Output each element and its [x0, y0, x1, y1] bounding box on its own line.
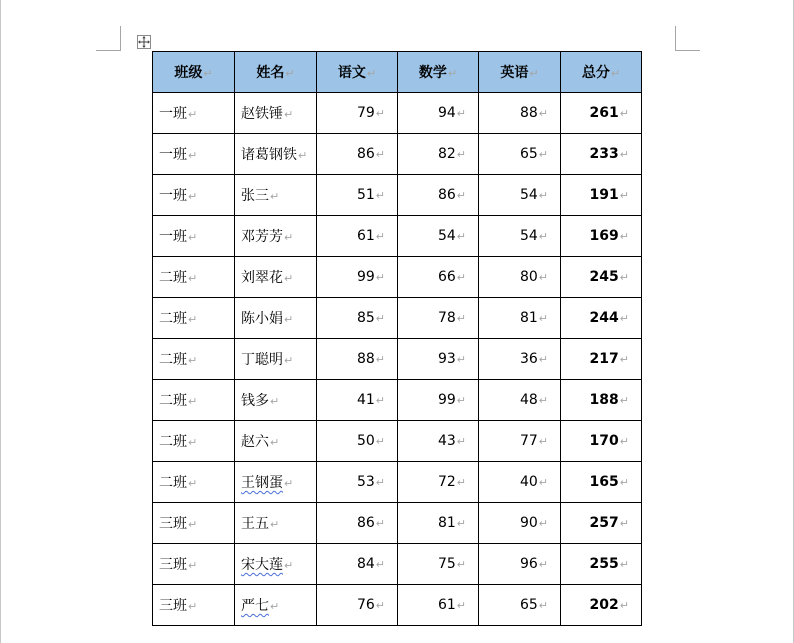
cell-chinese-text: 76	[356, 597, 375, 613]
header-total[interactable]: 总分↵	[561, 52, 642, 93]
cell-english-text: 65	[519, 146, 538, 162]
paragraph-mark: ↵	[285, 67, 295, 80]
cell-chinese[interactable]	[317, 298, 398, 339]
paragraph-mark: ↵	[284, 559, 294, 572]
cell-class[interactable]	[153, 421, 235, 462]
cell-total[interactable]	[561, 503, 642, 544]
cell-class-text: 三班	[159, 598, 187, 614]
cell-english-text: 88	[519, 105, 538, 121]
cell-class[interactable]	[153, 544, 235, 585]
cell-total-text: 188	[589, 392, 619, 408]
paragraph-mark: ↵	[456, 435, 466, 448]
paragraph-mark: ↵	[456, 353, 466, 366]
paragraph-mark: ↵	[375, 476, 385, 489]
cell-english-text: 48	[519, 392, 538, 408]
cell-name-text: 丁聪明	[241, 352, 283, 368]
cell-class[interactable]	[153, 380, 235, 421]
paragraph-mark: ↵	[619, 230, 629, 243]
cell-name-text: 陈小娟	[241, 311, 283, 327]
paragraph-mark: ↵	[619, 271, 629, 284]
table-row	[153, 216, 642, 257]
paragraph-mark: ↵	[456, 312, 466, 325]
table-row	[153, 339, 642, 380]
paragraph-mark: ↵	[375, 271, 385, 284]
cell-english[interactable]	[479, 175, 561, 216]
paragraph-mark: ↵	[619, 435, 629, 448]
cell-name[interactable]	[235, 134, 317, 175]
cell-total-text: 244	[589, 310, 619, 326]
cell-chinese-text: 99	[356, 269, 375, 285]
paragraph-mark: ↵	[188, 190, 198, 203]
cell-math[interactable]	[398, 257, 479, 298]
cell-total[interactable]	[561, 380, 642, 421]
cell-total-text: 169	[589, 228, 619, 244]
cell-total-text: 170	[589, 433, 619, 449]
paragraph-mark: ↵	[538, 558, 548, 571]
paragraph-mark: ↵	[188, 477, 198, 490]
cell-english[interactable]	[479, 462, 561, 503]
cell-name-text: 赵六	[241, 434, 269, 450]
cell-total[interactable]	[561, 175, 642, 216]
cell-total[interactable]	[561, 298, 642, 339]
paragraph-mark: ↵	[619, 189, 629, 202]
paragraph-mark: ↵	[188, 436, 198, 449]
cell-class[interactable]	[153, 585, 235, 626]
paragraph-mark: ↵	[619, 517, 629, 530]
paragraph-mark: ↵	[538, 435, 548, 448]
cell-english[interactable]	[479, 93, 561, 134]
cell-name[interactable]	[235, 298, 317, 339]
header-name[interactable]: 姓名↵	[235, 52, 317, 93]
cell-english-text: 40	[519, 474, 538, 490]
cell-math-text: 61	[437, 597, 456, 613]
paragraph-mark: ↵	[538, 599, 548, 612]
table-row	[153, 93, 642, 134]
cell-class[interactable]	[153, 134, 235, 175]
cell-total[interactable]	[561, 216, 642, 257]
cell-english-text: 81	[519, 310, 538, 326]
paragraph-mark: ↵	[619, 353, 629, 366]
cell-english[interactable]	[479, 380, 561, 421]
cell-english[interactable]	[479, 134, 561, 175]
paragraph-mark: ↵	[538, 394, 548, 407]
cell-chinese-text: 85	[356, 310, 375, 326]
cell-english[interactable]	[479, 585, 561, 626]
paragraph-mark: ↵	[284, 272, 294, 285]
table-row	[153, 462, 642, 503]
cell-english-text: 77	[519, 433, 538, 449]
cell-math-text: 75	[437, 556, 456, 572]
paragraph-mark: ↵	[538, 189, 548, 202]
paragraph-mark: ↵	[375, 517, 385, 530]
cell-math-text: 82	[437, 146, 456, 162]
paragraph-mark: ↵	[456, 148, 466, 161]
cell-name[interactable]	[235, 257, 317, 298]
cell-total-text: 255	[589, 556, 619, 572]
paragraph-mark: ↵	[538, 148, 548, 161]
paragraph-mark: ↵	[188, 354, 198, 367]
cell-chinese[interactable]	[317, 585, 398, 626]
paragraph-mark: ↵	[619, 148, 629, 161]
cell-english[interactable]	[479, 421, 561, 462]
cell-name-text: 王钢蛋	[241, 475, 283, 491]
cell-name-text: 宋大莲	[241, 557, 283, 573]
cell-math[interactable]	[398, 380, 479, 421]
paragraph-mark: ↵	[375, 189, 385, 202]
cell-class-text: 二班	[159, 434, 187, 450]
paragraph-mark: ↵	[456, 189, 466, 202]
cell-english[interactable]	[479, 503, 561, 544]
paragraph-mark: ↵	[270, 436, 280, 449]
cell-english[interactable]	[479, 544, 561, 585]
paragraph-mark: ↵	[619, 558, 629, 571]
paragraph-mark: ↵	[538, 230, 548, 243]
cell-name[interactable]	[235, 380, 317, 421]
paragraph-mark: ↵	[538, 353, 548, 366]
cell-total[interactable]	[561, 585, 642, 626]
cell-name[interactable]	[235, 339, 317, 380]
paragraph-mark: ↵	[538, 312, 548, 325]
cell-class-text: 一班	[159, 188, 187, 204]
cell-class-text: 一班	[159, 106, 187, 122]
paragraph-mark: ↵	[188, 231, 198, 244]
paragraph-mark: ↵	[619, 476, 629, 489]
cell-chinese[interactable]	[317, 216, 398, 257]
cell-math[interactable]	[398, 298, 479, 339]
cell-name-text: 钱多	[241, 393, 269, 409]
cell-english-text: 90	[519, 515, 538, 531]
cell-math[interactable]	[398, 134, 479, 175]
paragraph-mark: ↵	[538, 271, 548, 284]
cell-chinese[interactable]	[317, 544, 398, 585]
paragraph-mark: ↵	[619, 599, 629, 612]
cell-total[interactable]	[561, 462, 642, 503]
cell-chinese-text: 86	[356, 515, 375, 531]
cell-math[interactable]	[398, 175, 479, 216]
cell-math-text: 66	[437, 269, 456, 285]
paragraph-mark: ↵	[188, 272, 198, 285]
cell-chinese-text: 86	[356, 146, 375, 162]
cell-class[interactable]	[153, 257, 235, 298]
cell-class-text: 一班	[159, 147, 187, 163]
cell-total-text: 191	[589, 187, 619, 203]
paragraph-mark: ↵	[456, 107, 466, 120]
cell-math-text: 78	[437, 310, 456, 326]
cell-class[interactable]	[153, 339, 235, 380]
header-english[interactable]: 英语↵	[479, 52, 561, 93]
cell-name[interactable]	[235, 421, 317, 462]
cell-english-text: 36	[519, 351, 538, 367]
cell-math-text: 94	[437, 105, 456, 121]
paragraph-mark: ↵	[619, 107, 629, 120]
paragraph-mark: ↵	[610, 67, 621, 80]
cell-class-text: 二班	[159, 393, 187, 409]
table-row	[153, 298, 642, 339]
cell-english-text: 80	[519, 269, 538, 285]
cell-math[interactable]	[398, 585, 479, 626]
cell-english[interactable]	[479, 216, 561, 257]
cell-chinese-text: 51	[356, 187, 375, 203]
cell-name[interactable]	[235, 544, 317, 585]
cell-total-text: 261	[589, 105, 619, 121]
paragraph-mark: ↵	[375, 353, 385, 366]
cell-chinese-text: 50	[356, 433, 375, 449]
paragraph-mark: ↵	[284, 354, 294, 367]
header-class[interactable]: 班级↵	[153, 52, 235, 93]
score-table[interactable]	[152, 51, 642, 626]
table-move-handle-icon[interactable]	[137, 35, 151, 49]
paragraph-mark: ↵	[456, 476, 466, 489]
cell-chinese-text: 61	[356, 228, 375, 244]
page-left-edge	[0, 0, 1, 643]
paragraph-mark: ↵	[375, 435, 385, 448]
cell-chinese[interactable]	[317, 175, 398, 216]
paragraph-mark: ↵	[188, 600, 198, 613]
cell-english[interactable]	[479, 298, 561, 339]
paragraph-mark: ↵	[203, 67, 213, 80]
cell-class[interactable]	[153, 175, 235, 216]
paragraph-mark: ↵	[538, 517, 548, 530]
table-row	[153, 585, 642, 626]
paragraph-mark: ↵	[619, 312, 629, 325]
cell-class[interactable]	[153, 216, 235, 257]
cell-math[interactable]	[398, 216, 479, 257]
paragraph-mark: ↵	[284, 313, 294, 326]
paragraph-mark: ↵	[375, 599, 385, 612]
cell-name[interactable]	[235, 216, 317, 257]
table-row	[153, 544, 642, 585]
cell-name-text: 刘翠花	[241, 270, 283, 286]
paragraph-mark: ↵	[538, 476, 548, 489]
paragraph-mark: ↵	[456, 230, 466, 243]
paragraph-mark: ↵	[188, 108, 198, 121]
paragraph-mark: ↵	[270, 395, 280, 408]
cell-class[interactable]	[153, 93, 235, 134]
paragraph-mark: ↵	[447, 67, 458, 80]
cell-english-text: 65	[519, 597, 538, 613]
cell-chinese[interactable]	[317, 421, 398, 462]
cell-class-text: 三班	[159, 516, 187, 532]
cell-math[interactable]	[398, 93, 479, 134]
cell-class-text: 一班	[159, 229, 187, 245]
cell-math-text: 72	[437, 474, 456, 490]
table-row	[153, 257, 642, 298]
cell-chinese[interactable]	[317, 503, 398, 544]
cell-english-text: 96	[519, 556, 538, 572]
cell-class-text: 二班	[159, 352, 187, 368]
cell-name[interactable]	[235, 462, 317, 503]
cell-math-text: 54	[437, 228, 456, 244]
cell-total[interactable]	[561, 134, 642, 175]
cell-total-text: 217	[589, 351, 619, 367]
paragraph-mark: ↵	[375, 312, 385, 325]
cell-chinese[interactable]	[317, 462, 398, 503]
cell-math-text: 93	[437, 351, 456, 367]
cell-chinese[interactable]	[317, 339, 398, 380]
paragraph-mark: ↵	[298, 149, 308, 162]
header-math[interactable]: 数学↵	[398, 52, 479, 93]
cell-name-text: 张三	[241, 188, 269, 204]
cell-total[interactable]	[561, 544, 642, 585]
paragraph-mark: ↵	[456, 558, 466, 571]
paragraph-mark: ↵	[456, 394, 466, 407]
cell-chinese[interactable]	[317, 380, 398, 421]
cell-chinese[interactable]	[317, 257, 398, 298]
cell-english[interactable]	[479, 257, 561, 298]
header-chinese[interactable]: 语文↵	[317, 52, 398, 93]
cell-chinese-text: 41	[356, 392, 375, 408]
cell-english-text: 54	[519, 228, 538, 244]
paragraph-mark: ↵	[375, 558, 385, 571]
paragraph-mark: ↵	[375, 394, 385, 407]
cell-chinese-text: 79	[356, 105, 375, 121]
paragraph-mark: ↵	[270, 600, 280, 613]
cell-name-text: 严七	[241, 598, 269, 614]
paragraph-mark: ↵	[366, 67, 377, 80]
cell-chinese-text: 53	[356, 474, 375, 490]
paragraph-mark: ↵	[284, 231, 294, 244]
paragraph-mark: ↵	[538, 107, 548, 120]
cell-class-text: 二班	[159, 475, 187, 491]
paragraph-mark: ↵	[188, 313, 198, 326]
paragraph-mark: ↵	[456, 271, 466, 284]
margin-corner-top-right	[675, 26, 700, 51]
cell-name[interactable]	[235, 175, 317, 216]
cell-total-text: 245	[589, 269, 619, 285]
cell-class[interactable]	[153, 503, 235, 544]
cell-total-text: 257	[589, 515, 619, 531]
cell-chinese-text: 84	[356, 556, 375, 572]
cell-total[interactable]	[561, 339, 642, 380]
table-row	[153, 421, 642, 462]
cell-math[interactable]	[398, 339, 479, 380]
cell-name-text: 邓芳芳	[241, 229, 283, 245]
paragraph-mark: ↵	[375, 148, 385, 161]
paragraph-mark: ↵	[188, 559, 198, 572]
paragraph-mark: ↵	[456, 517, 466, 530]
table-header-row	[153, 52, 642, 93]
cell-class-text: 二班	[159, 311, 187, 327]
table-row	[153, 503, 642, 544]
paragraph-mark: ↵	[188, 395, 198, 408]
paragraph-mark: ↵	[619, 394, 629, 407]
paragraph-mark: ↵	[456, 599, 466, 612]
cell-class[interactable]	[153, 462, 235, 503]
paragraph-mark: ↵	[188, 518, 198, 531]
paragraph-mark: ↵	[375, 107, 385, 120]
cell-total-text: 202	[589, 597, 619, 613]
cell-total-text: 165	[589, 474, 619, 490]
table-row	[153, 380, 642, 421]
cell-chinese[interactable]	[317, 93, 398, 134]
paragraph-mark: ↵	[284, 477, 294, 490]
table-row	[153, 134, 642, 175]
cell-name-text: 赵铁锤	[241, 106, 283, 122]
cell-math-text: 43	[437, 433, 456, 449]
cell-total[interactable]	[561, 257, 642, 298]
cell-name[interactable]	[235, 93, 317, 134]
cell-class-text: 三班	[159, 557, 187, 573]
cell-total[interactable]	[561, 421, 642, 462]
paragraph-mark: ↵	[284, 108, 294, 121]
cell-chinese[interactable]	[317, 134, 398, 175]
cell-math-text: 86	[437, 187, 456, 203]
cell-class-text: 二班	[159, 270, 187, 286]
cell-math-text: 99	[437, 392, 456, 408]
cell-math[interactable]	[398, 503, 479, 544]
cell-math[interactable]	[398, 544, 479, 585]
paragraph-mark: ↵	[270, 518, 280, 531]
margin-corner-top-left	[96, 26, 121, 51]
cell-math[interactable]	[398, 421, 479, 462]
cell-total-text: 233	[589, 146, 619, 162]
table-body	[153, 93, 642, 626]
cell-total[interactable]	[561, 93, 642, 134]
cell-english-text: 54	[519, 187, 538, 203]
paragraph-mark: ↵	[188, 149, 198, 162]
table-row	[153, 175, 642, 216]
paragraph-mark: ↵	[375, 230, 385, 243]
cell-math[interactable]	[398, 462, 479, 503]
cell-math-text: 81	[437, 515, 456, 531]
cell-name[interactable]	[235, 503, 317, 544]
cell-chinese-text: 88	[356, 351, 375, 367]
paragraph-mark: ↵	[529, 67, 539, 80]
cell-class[interactable]	[153, 298, 235, 339]
cell-name-text: 王五	[241, 516, 269, 532]
cell-name-text: 诸葛钢铁	[241, 147, 297, 163]
cell-english[interactable]	[479, 339, 561, 380]
paragraph-mark: ↵	[270, 190, 280, 203]
cell-name[interactable]	[235, 585, 317, 626]
